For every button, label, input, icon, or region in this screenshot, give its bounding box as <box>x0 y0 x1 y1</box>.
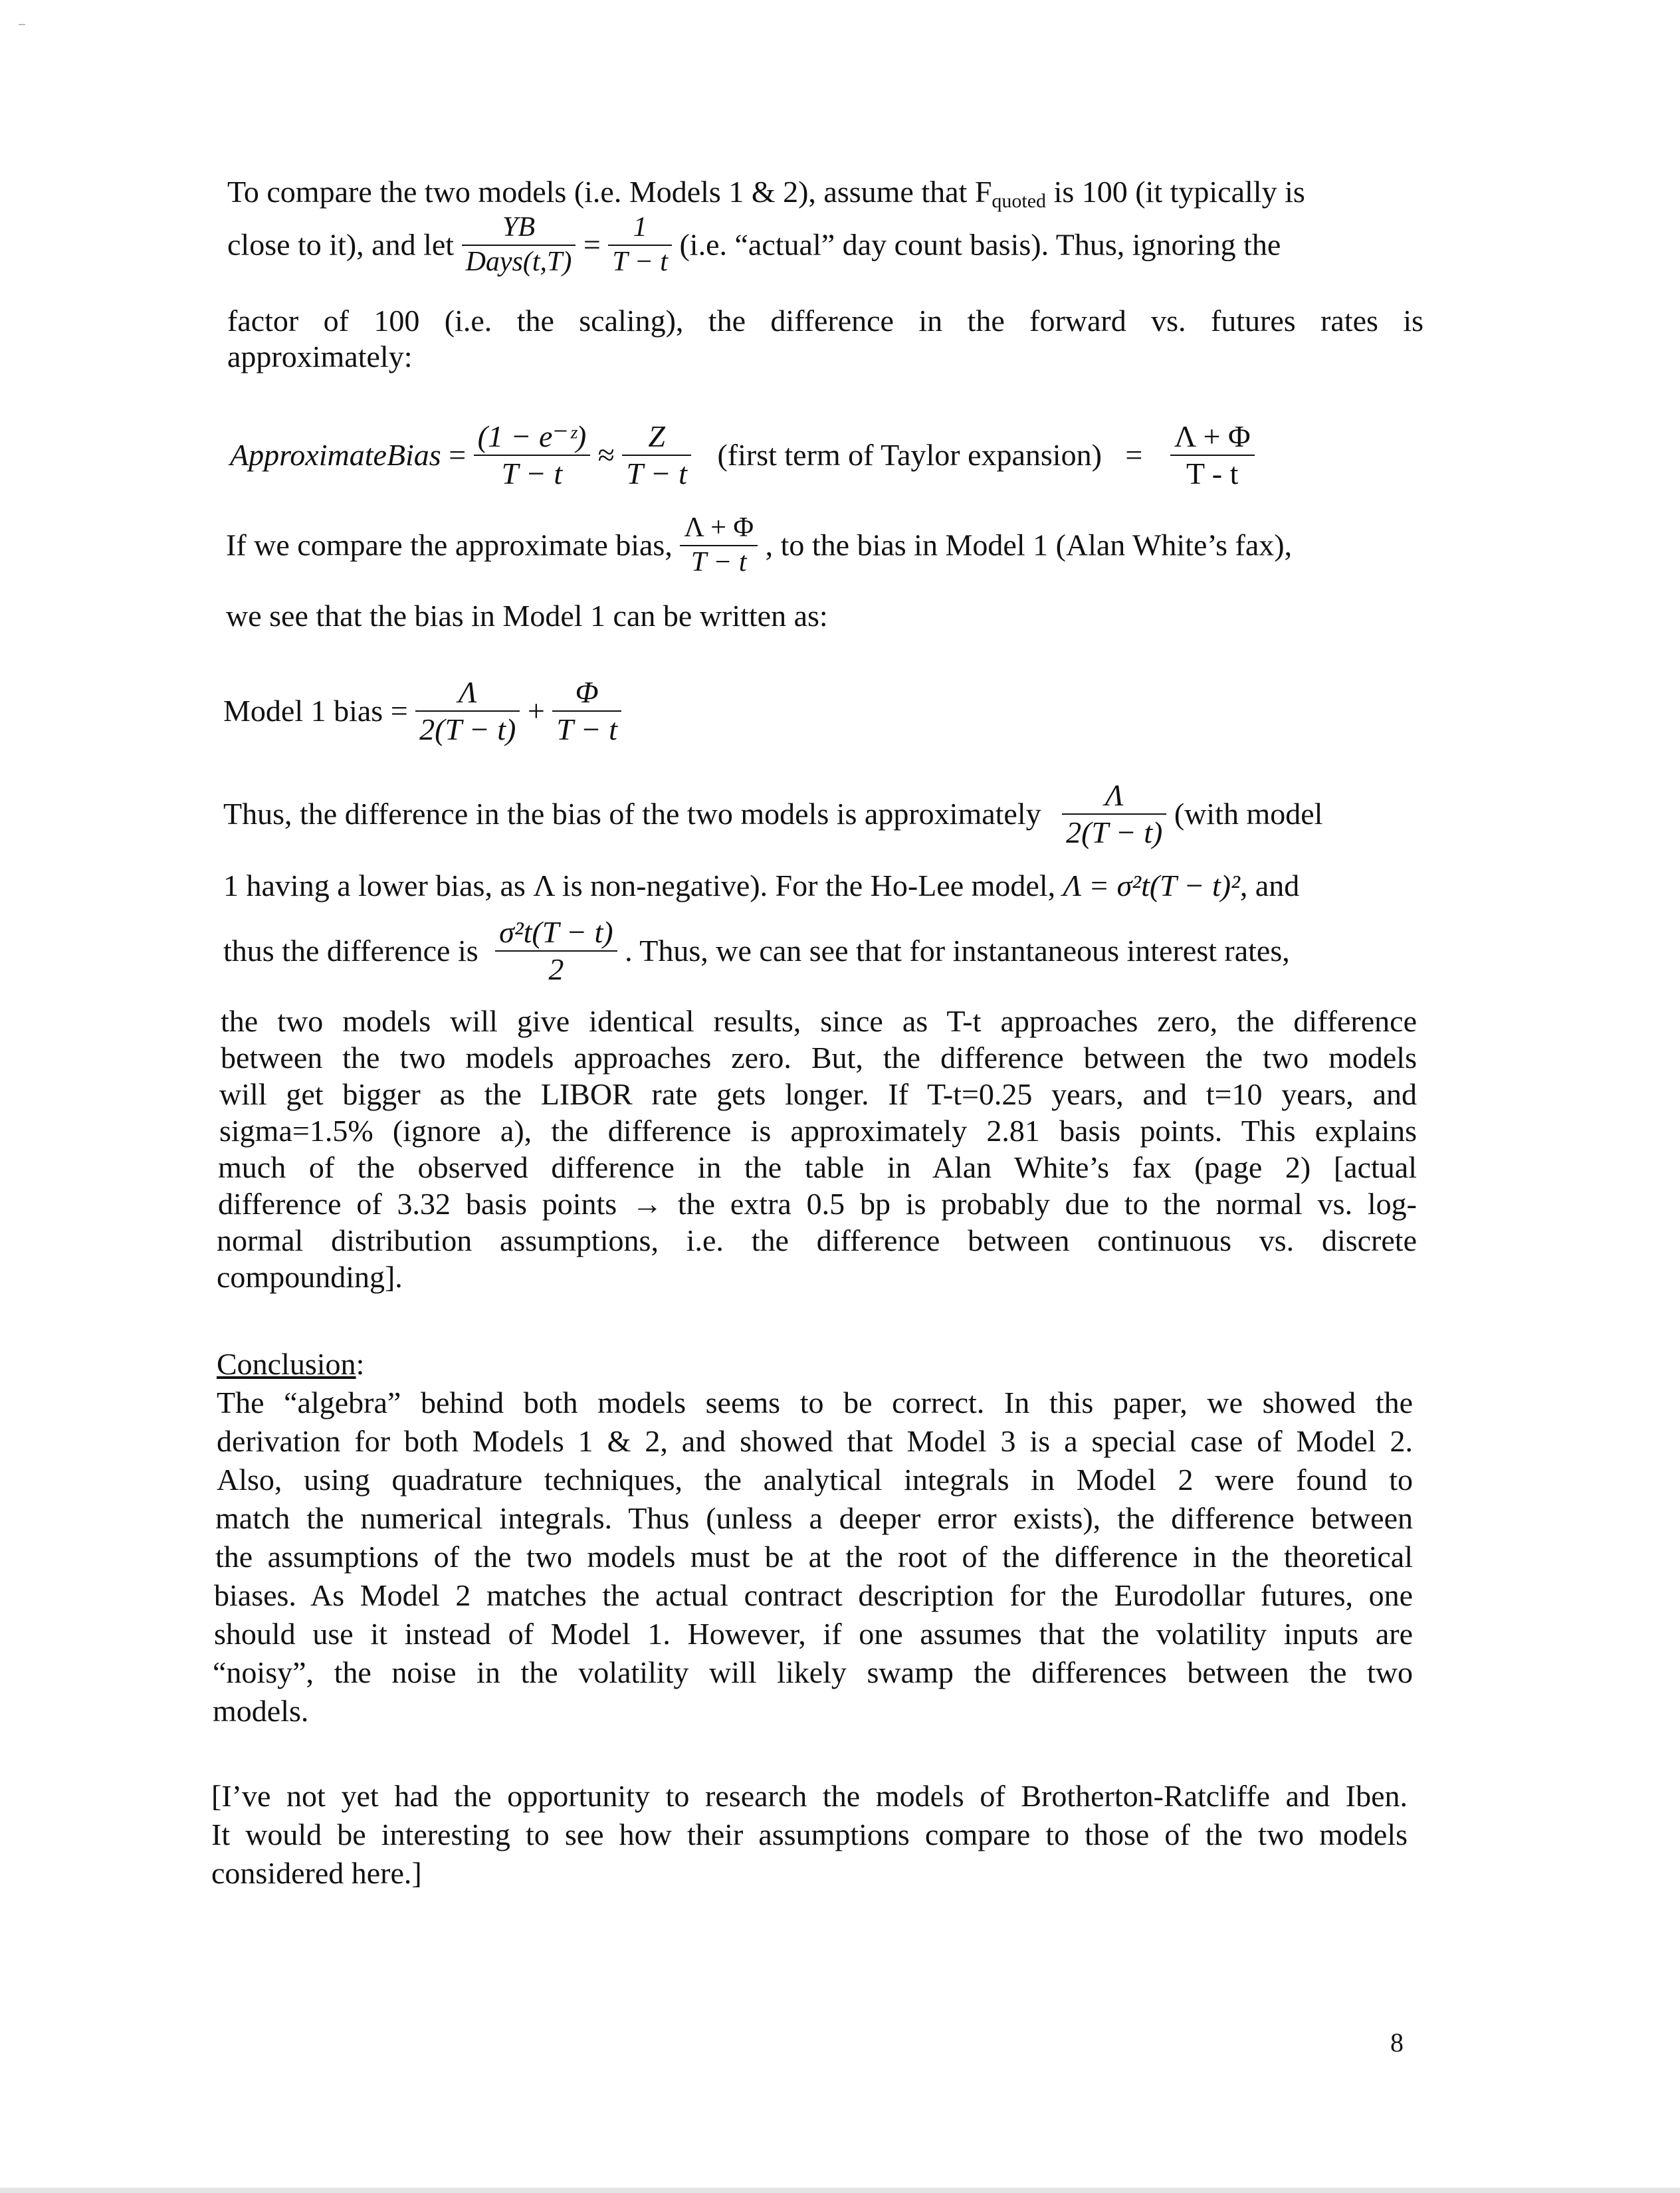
conclusion-heading <box>217 1346 364 1382</box>
intro-line-1 <box>227 174 1305 213</box>
conclusion-line: should use it instead of Model 1. However, if one assumes that the volatility inputs are <box>214 1617 1413 1651</box>
fraction-numerator: YB <box>502 212 535 243</box>
fraction-numerator: Z <box>648 419 665 453</box>
compare-text: If we compare the approximate bias, <box>226 528 681 562</box>
fraction-lambda-over-2 <box>1062 778 1166 851</box>
diff-text: . Thus, we can see that for instantaneous interest rates, <box>625 934 1290 968</box>
diff-text: thus the difference is <box>223 934 486 968</box>
diff-text: 1 having a lower bias, as Λ is non-negative). For the Ho-Lee model, <box>223 869 1063 902</box>
fraction-denominator: Days(t,T) <box>462 245 576 279</box>
diff-body-line: compounding]. <box>217 1260 403 1294</box>
fraction-denominator: 2 <box>495 950 617 988</box>
fraction-z <box>622 419 691 492</box>
fraction-denominator: T − t <box>474 455 591 492</box>
diff-body-line: the two models will give identical results, since as T-t approaches zero, the difference <box>221 1004 1417 1038</box>
subscript-quoted: quoted <box>992 190 1047 212</box>
taylor-note: (first term of Taylor expansion) <box>717 438 1102 472</box>
diff-body-line: will get bigger as the LIBOR rate gets longer. If T-t=0.25 years, and t=10 years, and <box>219 1077 1417 1111</box>
fraction-denominator: 2(T − t) <box>1062 813 1166 851</box>
conclusion-line: biases. As Model 2 matches the actual contract description for the Eurodollar futures, one <box>214 1578 1413 1612</box>
fraction-lambda-phi <box>1170 419 1255 492</box>
conclusion-line: match the numerical integrals. Thus (unless a deeper error exists), the difference between <box>215 1501 1413 1535</box>
conclusion-line: the assumptions of the two models must be at the root of the difference in the theoretical <box>215 1540 1413 1574</box>
model1-bias-equation <box>223 675 621 748</box>
fraction-numerator: Λ <box>458 675 477 709</box>
fraction-lambda-over-2 <box>415 675 520 748</box>
diff-body-line: normal distribution assumptions, i.e. the difference between continuous vs. discrete <box>217 1223 1417 1257</box>
fraction-denominator: 2(T − t) <box>415 710 520 748</box>
fraction-numerator: Φ <box>575 675 599 709</box>
fraction-numerator: σ²t(T − t) <box>499 915 613 949</box>
scan-mark <box>19 24 25 25</box>
note-line: considered here.] <box>211 1856 422 1890</box>
diff-line-1 <box>223 778 1322 851</box>
approx-bias-equation <box>230 419 1255 492</box>
intro-text: To compare the two models (i.e. Models 1 & 2), assume that F <box>227 175 992 209</box>
fraction-denominator: T - t <box>1170 455 1255 492</box>
fraction-numerator: (1 − e⁻ᶻ) <box>477 419 587 453</box>
fraction-denominator: T − t <box>680 545 758 579</box>
diff-body-line: between the two models approaches zero. But, the difference between the two models <box>221 1041 1417 1075</box>
intro-line-4: approximately: <box>227 340 413 373</box>
scan-edge <box>0 2188 1680 2193</box>
fraction-numerator: Λ + Φ <box>1174 419 1251 453</box>
diff-body-line: sigma=1.5% (ignore a), the difference is approximately 2.81 basis points. This explains <box>219 1114 1417 1148</box>
diff-text: (with model <box>1174 797 1323 831</box>
ho-lee-formula: Λ = σ²t(T − t)² <box>1063 869 1240 902</box>
equals-sign: = <box>449 438 467 472</box>
page-number: 8 <box>1390 2028 1404 2057</box>
intro-line-2 <box>227 211 1281 278</box>
conclusion-line: derivation for both Models 1 & 2, and showed that Model 3 is a special case of Model 2. <box>217 1424 1413 1458</box>
note-line: It would be interesting to see how their assumptions compare to those of the two models <box>211 1818 1408 1851</box>
fraction-one-minus-exp <box>474 419 591 492</box>
compare-line-2: we see that the bias in Model 1 can be written as: <box>226 599 828 633</box>
diff-line-2 <box>223 868 1299 904</box>
fraction-yb-days <box>462 211 576 278</box>
equation-lhs: ApproximateBias <box>230 438 441 472</box>
note-line: [I’ve not yet had the opportunity to research the models of Brotherton-Ratcliffe and Iben. <box>211 1779 1408 1813</box>
conclusion-heading-text: Conclusion <box>217 1347 356 1381</box>
conclusion-line: Also, using quadrature techniques, the analytical integrals in Model 2 were found to <box>217 1463 1413 1497</box>
approx-sign: ≈ <box>597 438 615 472</box>
conclusion-line: models. <box>213 1694 309 1728</box>
intro-text: (i.e. “actual” day count basis). Thus, ignoring the <box>679 227 1281 262</box>
diff-body-line: difference of 3.32 basis points → the extra 0.5 bp is probably due to the normal vs. log- <box>218 1187 1417 1221</box>
fraction-phi <box>552 675 621 748</box>
equals-sign: = <box>1125 438 1143 472</box>
compare-line-1 <box>226 512 1292 579</box>
conclusion-colon: : <box>356 1347 365 1381</box>
plus-sign: + <box>527 694 545 728</box>
fraction-denominator: T − t <box>608 245 672 279</box>
equation-label: Model 1 bias = <box>223 694 408 728</box>
diff-text: Thus, the difference in the bias of the two models is approximately <box>223 797 1049 831</box>
fraction-sigma <box>495 914 617 988</box>
diff-text: , and <box>1239 869 1300 902</box>
diff-line-3 <box>223 914 1290 988</box>
intro-text: close to it), and let <box>227 227 462 262</box>
intro-text: is 100 (it typically is <box>1046 175 1305 209</box>
fraction-numerator: Λ <box>1104 778 1124 812</box>
fraction-lambda-phi <box>680 512 758 579</box>
compare-text: , to the bias in Model 1 (Alan White’s fax), <box>765 528 1293 562</box>
fraction-one-over-t <box>608 211 672 278</box>
diff-body-line: much of the observed difference in the table in Alan White’s fax (page 2) [actual <box>218 1150 1417 1184</box>
fraction-numerator: 1 <box>633 212 647 243</box>
intro-line-3: factor of 100 (i.e. the scaling), the difference in the forward vs. futures rates is <box>227 304 1423 338</box>
fraction-denominator: T − t <box>552 710 621 748</box>
fraction-denominator: T − t <box>622 455 691 492</box>
equals-sign: = <box>583 227 601 262</box>
conclusion-line: “noisy”, the noise in the volatility will likely swamp the differences between the two <box>213 1655 1413 1689</box>
conclusion-line: The “algebra” behind both models seems to be correct. In this paper, we showed the <box>217 1386 1413 1419</box>
fraction-numerator: Λ + Φ <box>684 512 754 543</box>
